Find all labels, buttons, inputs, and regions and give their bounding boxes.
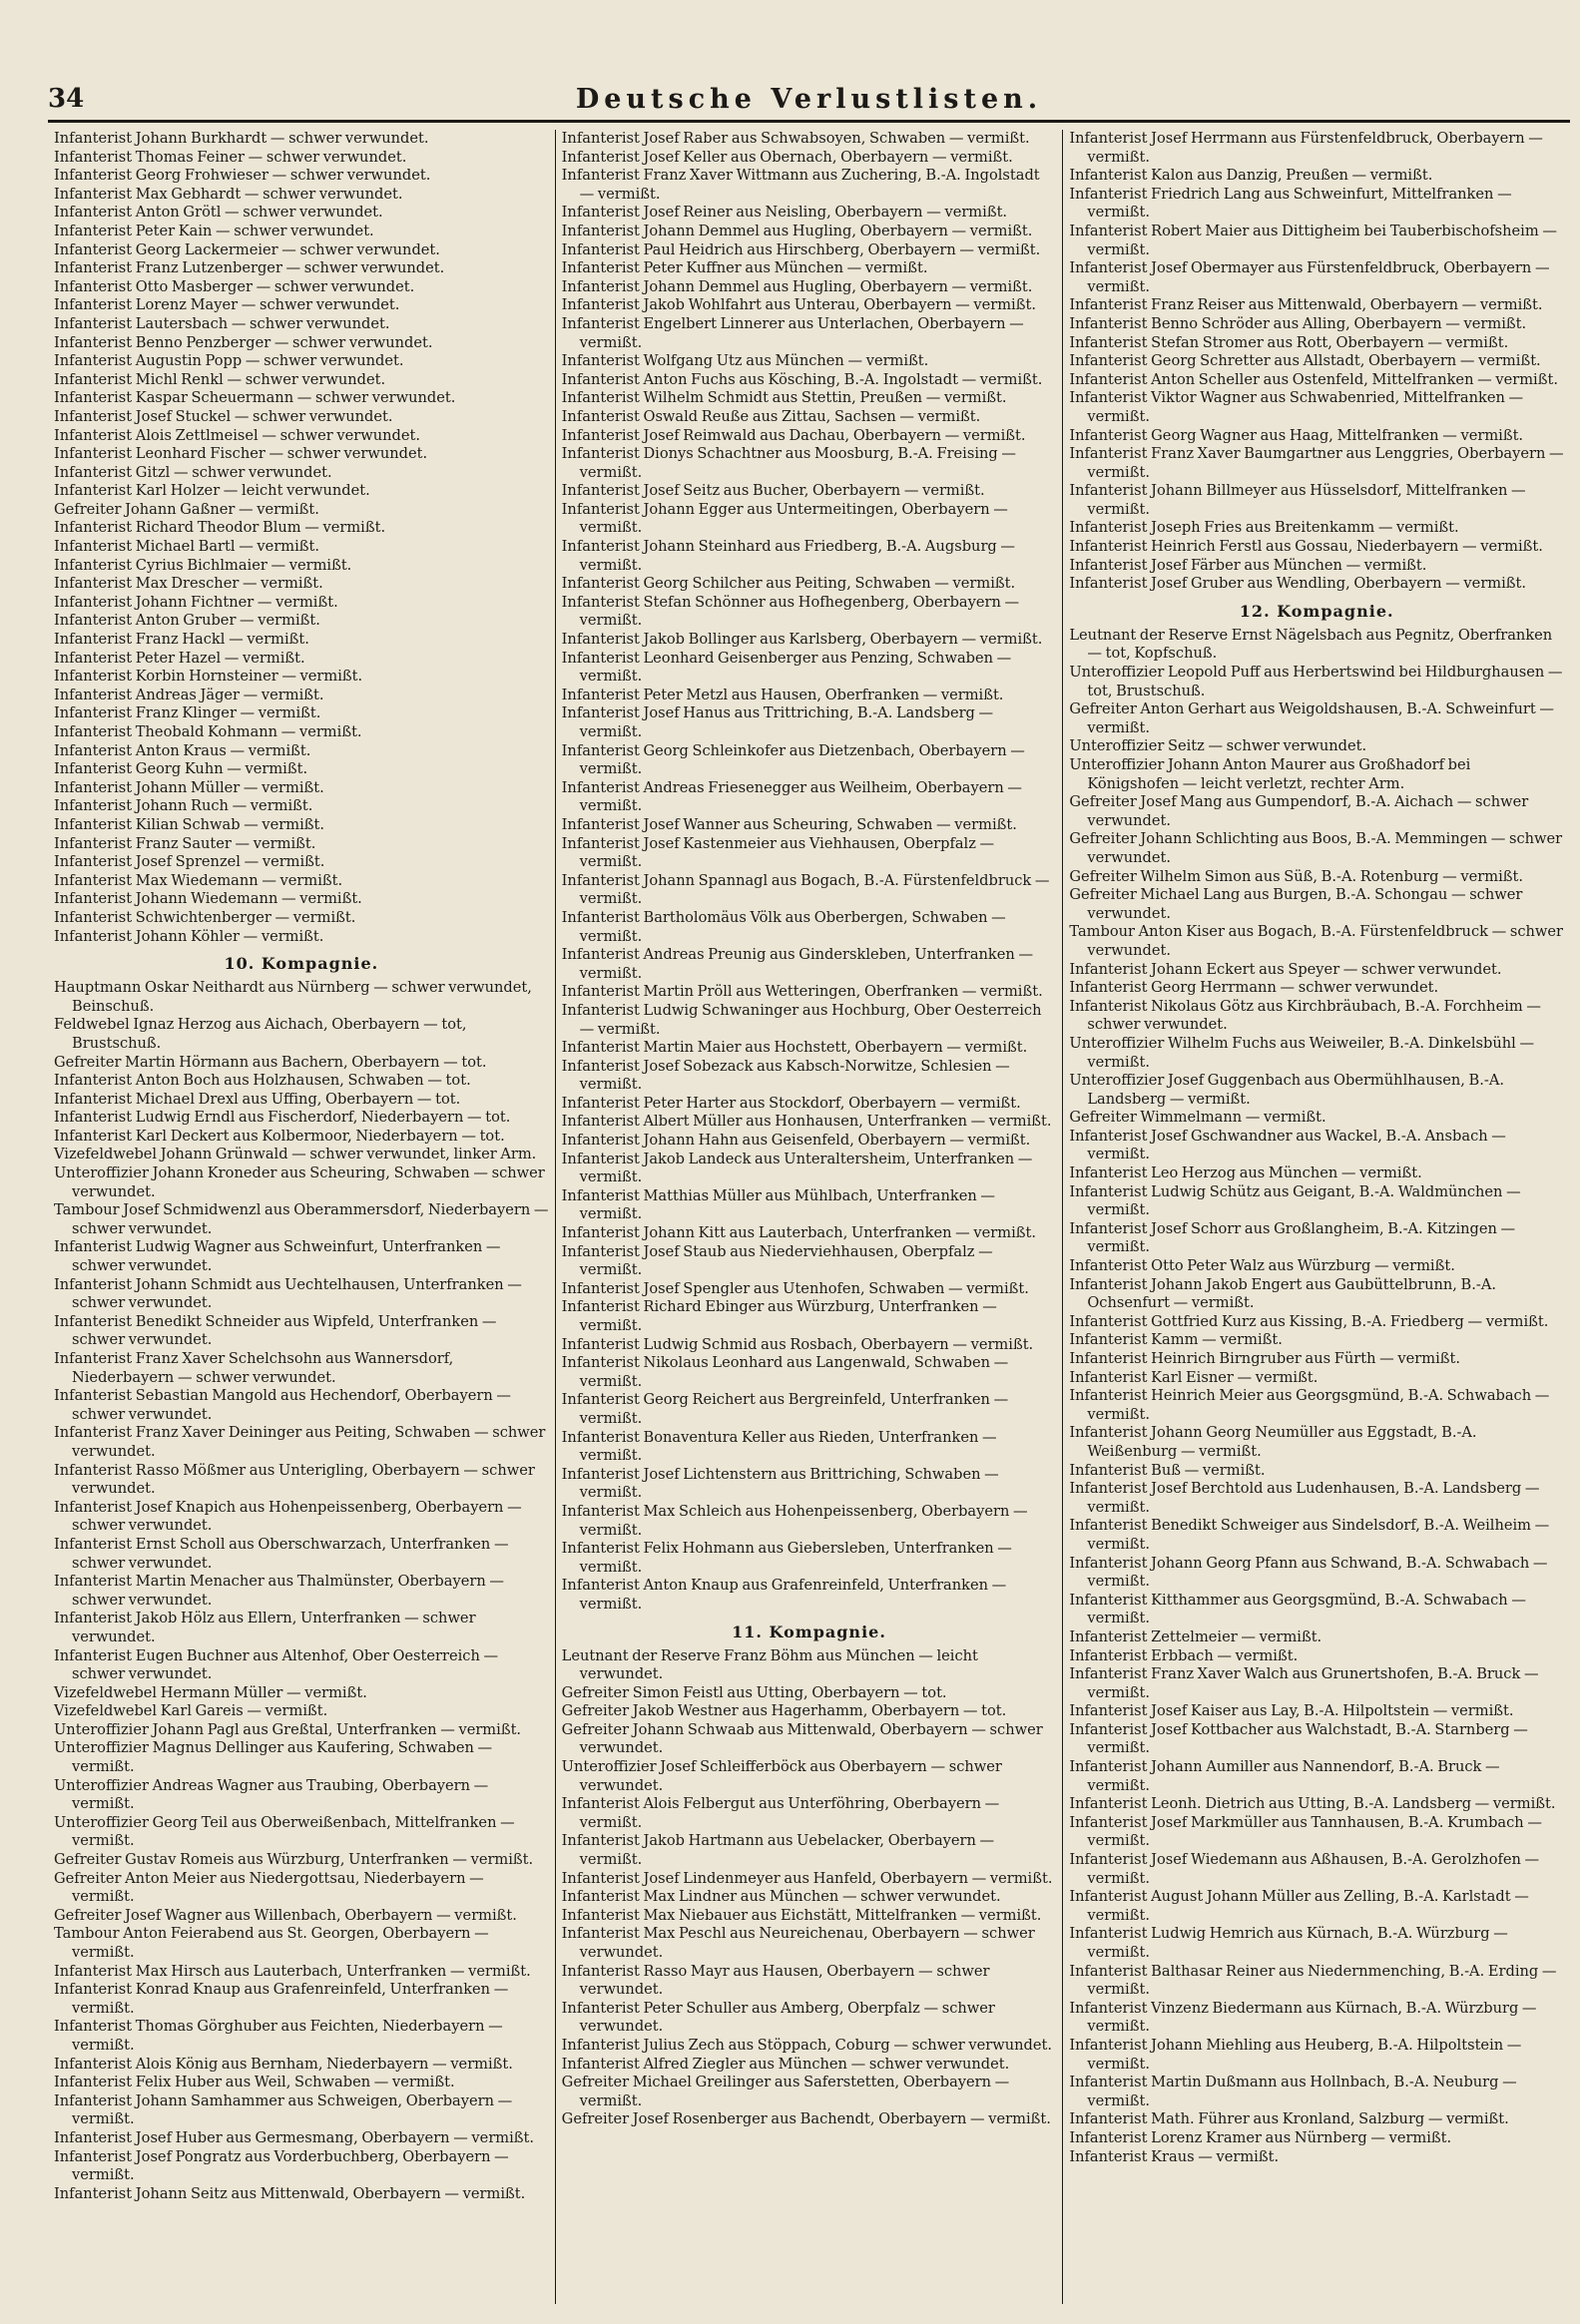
casualty-entry: Infanterist Joseph Fries aus Breitenkamm — vermißt. <box>1069 519 1459 537</box>
casualty-entry: Infanterist Bartholomäus Völk aus Oberbergen, Schwaben — vermißt. <box>561 908 1006 945</box>
casualty-entry: Infanterist Karl Eisner — vermißt. <box>1069 1368 1318 1386</box>
header-rule <box>48 120 1570 123</box>
casualty-entry: Infanterist Josef Sobezack aus Kabsch-Norwitze, Schlesien — vermißt. <box>561 1057 1010 1094</box>
casualty-entry: Infanterist Georg Lackermeier — schwer verwundet. <box>54 240 440 258</box>
column-1 <box>48 130 555 2304</box>
casualty-entry: Gefreiter Johann Schwaab aus Mittenwald, Oberbayern — schwer verwundet. <box>561 1720 1043 1757</box>
casualty-entry: Infanterist Peter Kain — schwer verwundet. <box>54 222 374 239</box>
casualty-entry: Infanterist Heinrich Meier aus Georgsgmünd, B.-A. Schwabach — vermißt. <box>1069 1387 1550 1423</box>
casualty-entry: Infanterist Heinrich Birngruber aus Fürth — vermißt. <box>1069 1350 1460 1367</box>
casualty-entry: Infanterist Johann Billmeyer aus Hüsselsdorf, Mittelfranken — vermißt. <box>1069 482 1526 518</box>
casualty-entry: Infanterist Anton Boch aus Holzhausen, Schwaben — tot. <box>54 1072 471 1090</box>
section-heading: 11. Kompagnie. <box>732 1622 886 1641</box>
casualty-entry: Infanterist Cyrius Bichlmaier — vermißt. <box>54 556 352 574</box>
casualty-entry: Infanterist Max Niebauer aus Eichstätt, Mittelfranken — vermißt. <box>561 1906 1042 1924</box>
casualty-entry: Infanterist Josef Knapich aus Hohenpeissenberg, Oberbayern — schwer verwundet. <box>54 1498 522 1535</box>
casualty-entry: Gefreiter Johann Gaßner — vermißt. <box>54 500 319 518</box>
casualty-entry: Infanterist Josef Seitz aus Bucher, Oberbayern — vermißt. <box>561 482 985 500</box>
page-title: Deutsche Verlustlisten. <box>575 84 1043 115</box>
casualty-entry: Infanterist Anton Grötl — schwer verwundet. <box>54 204 383 222</box>
casualty-entry: Infanterist Georg Frohwieser — schwer verwundet. <box>54 167 431 185</box>
casualty-entry: Infanterist Otto Peter Walz aus Würzburg — vermißt. <box>1069 1257 1455 1275</box>
casualty-entry: Infanterist Josef Raber aus Schwabsoyen, Schwaben — vermißt. <box>561 130 1030 147</box>
casualty-entry: Infanterist Max Schleich aus Hohenpeissenberg, Oberbayern — vermißt. <box>561 1502 1028 1539</box>
casualty-entry: Infanterist Ernst Scholl aus Oberschwarzach, Unterfranken — schwer verwundet. <box>54 1535 509 1572</box>
casualty-entry: Infanterist Anton Fuchs aus Kösching, B.-A. Ingolstadt — vermißt. <box>561 370 1043 388</box>
casualty-entry: Infanterist Johann Kitt aus Lauterbach, Unterfranken — vermißt. <box>561 1224 1036 1242</box>
casualty-entry: Infanterist Josef Reiner aus Neisling, Oberbayern — vermißt. <box>561 204 1008 222</box>
casualty-entry: Infanterist Josef Reimwald aus Dachau, Oberbayern — vermißt. <box>561 426 1026 444</box>
casualty-entry: Infanterist Johann Samhammer aus Schweigen, Oberbayern — vermißt. <box>54 2092 513 2128</box>
casualty-entry: Infanterist Josef Wiedemann aus Aßhausen, B.-A. Gerolzhofen — vermißt. <box>1069 1851 1540 1887</box>
casualty-entry: Unteroffizier Johann Kroneder aus Scheuring, Schwaben — schwer verwundet. <box>54 1164 545 1200</box>
casualty-entry: Infanterist Dionys Schachtner aus Moosburg, B.-A. Freising — vermißt. <box>561 445 1016 481</box>
casualty-entry: Infanterist Erbbach — vermißt. <box>1069 1646 1299 1664</box>
casualty-entry: Infanterist Julius Zech aus Stöppach, Coburg — schwer verwundet. <box>561 2036 1053 2054</box>
casualty-entry: Tambour Anton Feierabend aus St. Georgen, Oberbayern — vermißt. <box>54 1925 489 1961</box>
casualty-entry: Infanterist Ludwig Schmid aus Rosbach, Oberbayern — vermißt. <box>561 1335 1034 1353</box>
casualty-entry: Infanterist Franz Lutzenberger — schwer verwundet. <box>54 259 445 277</box>
casualty-entry: Infanterist Gottfried Kurz aus Kissing, B.-A. Friedberg — vermißt. <box>1069 1312 1549 1330</box>
casualty-entry: Unteroffizier Leopold Puff aus Herbertswind bei Hildburghausen — tot, Brustschuß. <box>1069 664 1563 699</box>
casualty-entry: Infanterist Martin Maier aus Hochstett, Oberbayern — vermißt. <box>561 1039 1028 1057</box>
casualty-entry: Infanterist Josef Kaiser aus Lay, B.-A. Hilpoltstein — vermißt. <box>1069 1702 1514 1720</box>
casualty-entry: Infanterist Johann Seitz aus Mittenwald, Oberbayern — vermißt. <box>54 2184 526 2202</box>
casualty-entry: Infanterist Robert Maier aus Dittigheim bei Tauberbischofsheim — vermißt. <box>1069 222 1557 258</box>
casualty-entry: Infanterist Max Lindner aus München — schwer verwundet. <box>561 1888 1001 1906</box>
casualty-entry: Gefreiter Josef Mang aus Gumpendorf, B.-A. Aichach — schwer verwundet. <box>1069 793 1529 829</box>
casualty-entry: Infanterist Johann Georg Pfann aus Schwand, B.-A. Schwabach — vermißt. <box>1069 1554 1548 1591</box>
casualty-entry: Infanterist Ludwig Hemrich aus Kürnach, B.-A. Würzburg — vermißt. <box>1069 1925 1508 1961</box>
page-number: 34 <box>48 84 85 114</box>
casualty-entry: Gefreiter Josef Wagner aus Willenbach, Oberbayern — vermißt. <box>54 1906 517 1924</box>
casualty-entry: Infanterist Max Hirsch aus Lauterbach, Unterfranken — vermißt. <box>54 1962 531 1980</box>
casualty-entry: Infanterist Johann Jakob Engert aus Gaubüttelbrunn, B.-A. Ochsenfurt — vermißt. <box>1069 1275 1497 1312</box>
casualty-entry: Infanterist Peter Hazel — vermißt. <box>54 649 305 667</box>
casualty-entry: Infanterist Benedikt Schweiger aus Sindelsdorf, B.-A. Weilheim — vermißt. <box>1069 1517 1550 1553</box>
casualty-entry: Infanterist Augustin Popp — schwer verwundet. <box>54 352 404 370</box>
casualty-entry: Infanterist Zettelmeier — vermißt. <box>1069 1627 1322 1645</box>
casualty-entry: Infanterist Konrad Knaup aus Grafenreinfeld, Unterfranken — vermißt. <box>54 1981 509 2017</box>
casualty-entry: Infanterist Johann Hahn aus Geisenfeld, Oberbayern — vermißt. <box>561 1132 1031 1150</box>
casualty-entry: Infanterist Felix Huber aus Weil, Schwaben — vermißt. <box>54 2074 455 2092</box>
casualty-entry: Infanterist Benedikt Schneider aus Wipfeld, Unterfranken — schwer verwundet. <box>54 1312 497 1349</box>
casualty-entry: Infanterist Vinzenz Biedermann aus Kürnach, B.-A. Würzburg — vermißt. <box>1069 1999 1537 2036</box>
casualty-entry: Infanterist Kaspar Scheuermann — schwer verwundet. <box>54 389 456 407</box>
casualty-entry: Infanterist Johann Spannagl aus Bogach, B.-A. Fürstenfeldbruck — vermißt. <box>561 871 1050 908</box>
casualty-entry: Infanterist Wolfgang Utz aus München — vermißt. <box>561 352 929 370</box>
casualty-entry: Infanterist Johann Aumiller aus Nannendorf, B.-A. Bruck — vermißt. <box>1069 1758 1500 1794</box>
casualty-entry: Unteroffizier Georg Teil aus Oberweißenbach, Mittelfranken — vermißt. <box>54 1813 515 1850</box>
page-header <box>48 84 1570 114</box>
casualty-entry: Unteroffizier Josef Guggenbach aus Obermühlhausen, B.-A. Landsberg — vermißt. <box>1069 1072 1505 1108</box>
casualty-entry: Leutnant der Reserve Ernst Nägelsbach aus Pegnitz, Oberfranken — tot, Kopfschuß. <box>1069 626 1553 663</box>
casualty-entry: Infanterist Max Peschl aus Neureichenau, Oberbayern — schwer verwundet. <box>561 1925 1035 1961</box>
column-2 <box>555 130 1063 2304</box>
casualty-entry: Tambour Josef Schmidwenzl aus Oberammersdorf, Niederbayern — schwer verwundet. <box>54 1201 549 1237</box>
casualty-entry: Infanterist Kitthammer aus Georgsgmünd, B.-A. Schwabach — vermißt. <box>1069 1591 1526 1627</box>
casualty-entry: Infanterist Josef Keller aus Obernach, Oberbayern — vermißt. <box>561 148 1013 166</box>
casualty-entry: Infanterist Josef Wanner aus Scheuring, Schwaben — vermißt. <box>561 815 1017 833</box>
casualty-entry: Infanterist Peter Schuller aus Amberg, Oberpfalz — schwer verwundet. <box>561 1999 995 2036</box>
casualty-entry: Infanterist Thomas Görghuber aus Feichten, Niederbayern — vermißt. <box>54 2018 503 2054</box>
casualty-entry: Infanterist Thomas Feiner — schwer verwundet. <box>54 148 407 166</box>
casualty-entry: Infanterist Josef Sprenzel — vermißt. <box>54 853 325 871</box>
casualty-entry: Infanterist Ludwig Wagner aus Schweinfurt, Unterfranken — schwer verwundet. <box>54 1238 501 1275</box>
casualty-entry: Infanterist Franz Reiser aus Mittenwald, Oberbayern — vermißt. <box>1069 296 1543 314</box>
casualty-entry: Infanterist Josef Obermayer aus Fürstenfeldbruck, Oberbayern — vermißt. <box>1069 259 1550 295</box>
casualty-entry: Infanterist Ludwig Schwaninger aus Hochburg, Ober Oesterreich — vermißt. <box>561 1001 1042 1038</box>
casualty-entry: Infanterist Viktor Wagner aus Schwabenried, Mittelfranken — vermißt. <box>1069 389 1524 425</box>
casualty-entry: Infanterist Josef Pongratz aus Vorderbuchberg, Oberbayern — vermißt. <box>54 2147 509 2184</box>
casualty-entry: Infanterist Georg Kuhn — vermißt. <box>54 760 308 778</box>
casualty-entry: Unteroffizier Josef Schleifferböck aus Oberbayern — schwer verwundet. <box>561 1758 1002 1794</box>
casualty-entry: Infanterist Georg Wagner aus Haag, Mittelfranken — vermißt. <box>1069 426 1524 444</box>
casualty-entry: Infanterist Nikolaus Leonhard aus Langenwald, Schwaben — vermißt. <box>561 1354 1009 1390</box>
casualty-entry: Tambour Anton Kiser aus Bogach, B.-A. Fürstenfeldbruck — schwer verwundet. <box>1069 923 1564 959</box>
casualty-entry: Infanterist Jakob Wohlfahrt aus Unterau, Oberbayern — vermißt. <box>561 296 1036 314</box>
section-heading: 10. Kompagnie. <box>224 954 379 974</box>
casualty-entry: Gefreiter Johann Schlichting aus Boos, B.-A. Memmingen — schwer verwundet. <box>1069 830 1563 866</box>
casualty-entry: Infanterist Jakob Hölz aus Ellern, Unterfranken — schwer verwundet. <box>54 1610 476 1645</box>
casualty-entry: Infanterist Michael Bartl — vermißt. <box>54 538 320 556</box>
casualty-entry: Infanterist Martin Dußmann aus Hollnbach, B.-A. Neuburg — vermißt. <box>1069 2074 1517 2109</box>
casualty-entry: Infanterist Anton Scheller aus Ostenfeld, Mittelfranken — vermißt. <box>1069 370 1558 388</box>
casualty-entry: Infanterist Franz Xaver Deininger aus Peiting, Schwaben — schwer verwundet. <box>54 1424 546 1460</box>
casualty-entry: Infanterist Josef Markmüller aus Tannhausen, B.-A. Krumbach — vermißt. <box>1069 1813 1542 1850</box>
casualty-entry: Infanterist Alois König aus Bernham, Niederbayern — vermißt. <box>54 2055 513 2073</box>
casualty-entry: Infanterist Johann Miehling aus Heuberg, B.-A. Hilpoltstein — vermißt. <box>1069 2036 1522 2073</box>
casualty-entry: Infanterist Johann Schmidt aus Uechtelhausen, Unterfranken — schwer verwundet. <box>54 1275 522 1312</box>
casualty-entry: Vizefeldwebel Karl Gareis — vermißt. <box>54 1702 328 1720</box>
casualty-entry: Infanterist Stefan Schönner aus Hofhegenberg, Oberbayern — vermißt. <box>561 593 1020 630</box>
columns <box>48 130 1570 2304</box>
casualty-entry: Infanterist Max Gebhardt — schwer verwundet. <box>54 185 403 203</box>
casualty-entry: Infanterist Josef Staub aus Niederviehhausen, Oberpfalz — vermißt. <box>561 1242 993 1279</box>
casualty-entry: Infanterist Josef Herrmann aus Fürstenfeldbruck, Oberbayern — vermißt. <box>1069 130 1543 166</box>
casualty-entry: Unteroffizier Johann Anton Maurer aus Großhadorf bei Königshofen — leicht verletzt, rechter Arm. <box>1069 756 1471 792</box>
casualty-entry: Infanterist Josef Berchtold aus Ludenhausen, B.-A. Landsberg — vermißt. <box>1069 1480 1540 1516</box>
casualty-entry: Infanterist Johann Köhler — vermißt. <box>54 927 324 945</box>
casualty-entry: Infanterist Johann Ruch — vermißt. <box>54 797 313 815</box>
casualty-entry: Infanterist Kilian Schwab — vermißt. <box>54 815 325 833</box>
casualty-entry: Infanterist Johann Georg Neumüller aus Eggstadt, B.-A. Weißenburg — vermißt. <box>1069 1424 1477 1460</box>
casualty-entry: Infanterist Schwichtenberger — vermißt. <box>54 908 356 926</box>
casualty-entry: Infanterist Franz Xaver Baumgartner aus Lenggries, Oberbayern — vermißt. <box>1069 445 1564 481</box>
casualty-entry: Infanterist Johann Müller — vermißt. <box>54 778 324 796</box>
casualty-entry: Infanterist Otto Masberger — schwer verwundet. <box>54 277 415 295</box>
casualty-entry: Infanterist Benno Schröder aus Alling, Oberbayern — vermißt. <box>1069 314 1527 332</box>
casualty-entry: Unteroffizier Johann Pagl aus Greßtal, Unterfranken — vermißt. <box>54 1720 522 1738</box>
casualty-entry: Infanterist Josef Kottbacher aus Walchstadt, B.-A. Starnberg — vermißt. <box>1069 1720 1528 1757</box>
section-heading: 12. Kompagnie. <box>1239 601 1394 621</box>
casualty-entry: Unteroffizier Andreas Wagner aus Traubing, Oberbayern — vermißt. <box>54 1776 489 1813</box>
casualty-entry: Infanterist Paul Heidrich aus Hirschberg, Oberbayern — vermißt. <box>561 240 1041 258</box>
casualty-entry: Infanterist Stefan Stromer aus Rott, Oberbayern — vermißt. <box>1069 333 1509 351</box>
casualty-entry: Infanterist Anton Kraus — vermißt. <box>54 741 311 759</box>
casualty-entry: Infanterist Alois Zettlmeisel — schwer verwundet. <box>54 426 421 444</box>
casualty-entry: Infanterist Heinrich Ferstl aus Gossau, Niederbayern — vermißt. <box>1069 538 1543 556</box>
casualty-entry: Infanterist Anton Knaup aus Grafenreinfeld, Unterfranken — vermißt. <box>561 1577 1007 1613</box>
casualty-entry: Infanterist Josef Lichtenstern aus Brittriching, Schwaben — vermißt. <box>561 1465 999 1502</box>
casualty-entry: Infanterist Johann Eckert aus Speyer — schwer verwundet. <box>1069 960 1502 978</box>
casualty-entry: Infanterist Johann Burkhardt — schwer verwundet. <box>54 130 429 147</box>
casualty-entry: Infanterist Peter Metzl aus Hausen, Oberfranken — vermißt. <box>561 686 1004 703</box>
casualty-entry: Infanterist Theobald Kohmann — vermißt. <box>54 723 362 740</box>
casualty-entry: Gefreiter Martin Hörmann aus Bachern, Oberbayern — tot. <box>54 1053 487 1071</box>
casualty-entry: Infanterist Kraus — vermißt. <box>1069 2147 1280 2165</box>
casualty-entry: Infanterist Josef Stuckel — schwer verwundet. <box>54 407 393 425</box>
casualty-entry: Infanterist Richard Ebinger aus Würzburg, Unterfranken — vermißt. <box>561 1298 997 1334</box>
casualty-entry: Infanterist Johann Demmel aus Hugling, Oberbayern — vermißt. <box>561 277 1033 295</box>
casualty-entry: Infanterist Jakob Hartmann aus Uebelacker, Oberbayern — vermißt. <box>561 1832 995 1869</box>
casualty-entry: Infanterist Leo Herzog aus München — vermißt. <box>1069 1164 1422 1182</box>
column-3 <box>1062 130 1570 2304</box>
casualty-entry: Unteroffizier Seitz — schwer verwundet. <box>1069 737 1367 755</box>
casualty-entry: Infanterist Josef Hanus aus Trittriching, B.-A. Landsberg — vermißt. <box>561 704 994 740</box>
casualty-entry: Infanterist Korbin Hornsteiner — vermißt. <box>54 668 363 686</box>
casualty-entry: Infanterist Lautersbach — schwer verwundet. <box>54 314 390 332</box>
casualty-entry: Infanterist Ludwig Schütz aus Geigant, B.-A. Waldmünchen — vermißt. <box>1069 1182 1521 1219</box>
casualty-entry: Gefreiter Gustav Romeis aus Würzburg, Unterfranken — vermißt. <box>54 1851 534 1869</box>
casualty-entry: Infanterist Georg Schilcher aus Peiting, Schwaben — vermißt. <box>561 575 1016 593</box>
casualty-entry: Infanterist Benno Penzberger — schwer verwundet. <box>54 333 433 351</box>
casualty-entry: Gefreiter Anton Gerhart aus Weigoldshausen, B.-A. Schweinfurt — vermißt. <box>1069 700 1554 736</box>
casualty-entry: Infanterist Lorenz Kramer aus Nürnberg — vermißt. <box>1069 2128 1452 2146</box>
casualty-entry: Infanterist Franz Xaver Wittmann aus Zuchering, B.-A. Ingolstadt — vermißt. <box>561 167 1040 203</box>
casualty-entry: Infanterist Josef Lindenmeyer aus Hanfeld, Oberbayern — vermißt. <box>561 1869 1053 1887</box>
casualty-entry: Vizefeldwebel Johann Grünwald — schwer verwundet, linker Arm. <box>54 1146 537 1163</box>
casualty-entry: Infanterist Andreas Jäger — vermißt. <box>54 686 324 703</box>
casualty-entry: Infanterist Franz Xaver Walch aus Grunertshofen, B.-A. Bruck — vermißt. <box>1069 1665 1539 1701</box>
casualty-entry: Infanterist Max Wiedemann — vermißt. <box>54 871 343 889</box>
casualty-entry: Infanterist Georg Schretter aus Allstadt, Oberbayern — vermißt. <box>1069 352 1541 370</box>
casualty-entry: Infanterist Josef Gschwandner aus Wackel, B.-A. Ansbach — vermißt. <box>1069 1127 1506 1163</box>
casualty-entry: Infanterist Peter Kuffner aus München — vermißt. <box>561 259 928 277</box>
casualty-entry: Infanterist Johann Fichtner — vermißt. <box>54 593 338 611</box>
casualty-entry: Infanterist Engelbert Linnerer aus Unterlachen, Oberbayern — vermißt. <box>561 314 1024 351</box>
casualty-entry: Infanterist Balthasar Reiner aus Niedernmenching, B.-A. Erding — vermißt. <box>1069 1962 1557 1999</box>
casualty-entry: Infanterist Kamm — vermißt. <box>1069 1331 1283 1349</box>
casualty-entry: Infanterist Josef Kastenmeier aus Viehhausen, Oberpfalz — vermißt. <box>561 834 995 871</box>
casualty-entry: Infanterist Matthias Müller aus Mühlbach, Unterfranken — vermißt. <box>561 1186 995 1223</box>
casualty-entry: Infanterist Math. Führer aus Kronland, Salzburg — vermißt. <box>1069 2110 1509 2128</box>
casualty-entry: Infanterist Kalon aus Danzig, Preußen — vermißt. <box>1069 167 1433 185</box>
casualty-entry: Infanterist Josef Gruber aus Wendling, Oberbayern — vermißt. <box>1069 575 1527 593</box>
casualty-entry: Infanterist Nikolaus Götz aus Kirchbräubach, B.-A. Forchheim — schwer verwundet. <box>1069 997 1541 1034</box>
casualty-entry: Infanterist Johann Steinhard aus Friedberg, B.-A. Augsburg — vermißt. <box>561 538 1015 574</box>
casualty-entry: Infanterist Max Drescher — vermißt. <box>54 575 323 593</box>
casualty-entry: Gefreiter Anton Meier aus Niedergottsau, Niederbayern — vermißt. <box>54 1869 484 1906</box>
casualty-entry: Unteroffizier Magnus Dellinger aus Kaufering, Schwaben — vermißt. <box>54 1739 493 1776</box>
casualty-entry: Infanterist Johann Egger aus Untermeitingen, Oberbayern — vermißt. <box>561 500 1008 537</box>
casualty-entry: Infanterist Michl Renkl — schwer verwundet. <box>54 370 386 388</box>
casualty-entry: Infanterist Jakob Landeck aus Unteraltersheim, Unterfranken — vermißt. <box>561 1150 1033 1186</box>
casualty-entry: Infanterist Alfred Ziegler aus München — schwer verwundet. <box>561 2055 1010 2073</box>
casualty-entry: Infanterist Franz Xaver Schelchsohn aus Wannersdorf, Niederbayern — schwer verwundet. <box>54 1350 454 1386</box>
casualty-entry: Infanterist Karl Deckert aus Kolbermoor, Niederbayern — tot. <box>54 1127 505 1145</box>
casualty-entry: Infanterist Eugen Buchner aus Altenhof, Ober Oesterreich — schwer verwundet. <box>54 1646 499 1683</box>
casualty-entry: Infanterist Leonhard Geisenberger aus Penzing, Schwaben — vermißt. <box>561 649 1012 686</box>
casualty-entry: Infanterist Felix Hohmann aus Giebersleben, Unterfranken — vermißt. <box>561 1540 1012 1576</box>
casualty-entry: Infanterist Rasso Mayr aus Hausen, Oberbayern — schwer verwundet. <box>561 1962 990 1999</box>
casualty-entry: Infanterist Andreas Preunig aus Ginderskleben, Unterfranken — vermißt. <box>561 946 1034 982</box>
casualty-entry: Infanterist Leonhard Fischer — schwer verwundet. <box>54 445 428 463</box>
casualty-entry: Infanterist Andreas Friesenegger aus Weilheim, Oberbayern — vermißt. <box>561 778 1022 815</box>
casualty-entry: Gefreiter Wimmelmann — vermißt. <box>1069 1109 1326 1127</box>
casualty-entry: Gefreiter Michael Lang aus Burgen, B.-A. Schongau — schwer verwundet. <box>1069 886 1523 922</box>
casualty-entry: Infanterist Gitzl — schwer verwundet. <box>54 463 332 481</box>
casualty-entry: Infanterist Franz Sauter — vermißt. <box>54 834 316 852</box>
casualty-entry: Infanterist Alois Felbergut aus Unterföhring, Oberbayern — vermißt. <box>561 1795 1000 1831</box>
casualty-entry: Infanterist Albert Müller aus Honhausen, Unterfranken — vermißt. <box>561 1113 1052 1131</box>
casualty-entry: Gefreiter Simon Feistl aus Utting, Oberbayern — tot. <box>561 1683 947 1701</box>
casualty-entry: Hauptmann Oskar Neithardt aus Nürnberg — schwer verwundet, Beinschuß. <box>54 979 532 1015</box>
casualty-entry: Infanterist Georg Schleinkofer aus Dietzenbach, Oberbayern — vermißt. <box>561 741 1025 778</box>
casualty-entry: Infanterist Anton Gruber — vermißt. <box>54 612 320 630</box>
casualty-entry: Infanterist Josef Huber aus Germesmang, Oberbayern — vermißt. <box>54 2128 535 2146</box>
casualty-entry: Infanterist Georg Herrmann — schwer verwundet. <box>1069 979 1439 997</box>
casualty-entry: Infanterist Johann Wiedemann — vermißt. <box>54 890 362 908</box>
casualty-entry: Infanterist Lorenz Mayer — schwer verwundet. <box>54 296 400 314</box>
casualty-entry: Infanterist Richard Theodor Blum — vermißt. <box>54 519 386 537</box>
casualty-entry: Infanterist Leonh. Dietrich aus Utting, B.-A. Landsberg — vermißt. <box>1069 1795 1556 1813</box>
casualty-entry: Infanterist Karl Holzer — leicht verwundet. <box>54 482 370 500</box>
casualty-entry: Gefreiter Michael Greilinger aus Saferstetten, Oberbayern — vermißt. <box>561 2074 1010 2109</box>
casualty-entry: Infanterist Oswald Reuße aus Zittau, Sachsen — vermißt. <box>561 407 981 425</box>
casualty-entry: Vizefeldwebel Hermann Müller — vermißt. <box>54 1683 367 1701</box>
casualty-entry: Infanterist Josef Färber aus München — vermißt. <box>1069 556 1427 574</box>
casualty-entry: Infanterist Franz Hackl — vermißt. <box>54 631 309 649</box>
casualty-entry: Infanterist Josef Schorr aus Großlangheim, B.-A. Kitzingen — vermißt. <box>1069 1219 1516 1256</box>
casualty-entry: Infanterist Martin Menacher aus Thalmünster, Oberbayern — schwer verwundet. <box>54 1573 504 1609</box>
casualty-entry: Feldwebel Ignaz Herzog aus Aichach, Oberbayern — tot, Brustschuß. <box>54 1016 467 1052</box>
casualty-entry: Infanterist Georg Reichert aus Bergreinfeld, Unterfranken — vermißt. <box>561 1391 1009 1427</box>
casualty-entry: Infanterist Franz Klinger — vermißt. <box>54 704 321 722</box>
casualty-entry: Infanterist Rasso Mößmer aus Unterigling, Oberbayern — schwer verwundet. <box>54 1461 535 1498</box>
casualty-entry: Infanterist Sebastian Mangold aus Hechendorf, Oberbayern — schwer verwundet. <box>54 1387 511 1423</box>
casualty-entry: Infanterist Michael Drexl aus Uffing, Oberbayern — tot. <box>54 1090 461 1108</box>
casualty-entry: Infanterist Peter Harter aus Stockdorf, Oberbayern — vermißt. <box>561 1094 1021 1112</box>
casualty-entry: Infanterist Josef Spengler aus Utenhofen, Schwaben — vermißt. <box>561 1279 1029 1297</box>
casualty-entry: Leutnant der Reserve Franz Böhm aus München — leicht verwundet. <box>561 1646 978 1683</box>
casualty-entry: Infanterist Jakob Bollinger aus Karlsberg, Oberbayern — vermißt. <box>561 631 1043 649</box>
casualty-entry: Infanterist Friedrich Lang aus Schweinfurt, Mittelfranken — vermißt. <box>1069 185 1512 222</box>
casualty-entry: Infanterist Johann Demmel aus Hugling, Oberbayern — vermißt. <box>561 222 1033 239</box>
casualty-entry: Gefreiter Josef Rosenberger aus Bachendt, Oberbayern — vermißt. <box>561 2110 1051 2128</box>
casualty-entry: Infanterist Bonaventura Keller aus Rieden, Unterfranken — vermißt. <box>561 1428 997 1465</box>
casualty-entry: Infanterist Ludwig Erndl aus Fischerdorf, Niederbayern — tot. <box>54 1109 511 1127</box>
casualty-entry: Infanterist August Johann Müller aus Zelling, B.-A. Karlstadt — vermißt. <box>1069 1888 1529 1924</box>
casualty-entry: Infanterist Martin Pröll aus Wetteringen, Oberfranken — vermißt. <box>561 983 1043 1001</box>
casualty-entry: Infanterist Wilhelm Schmidt aus Stettin, Preußen — vermißt. <box>561 389 1007 407</box>
casualty-entry: Gefreiter Jakob Westner aus Hagerhamm, Oberbayern — tot. <box>561 1702 1007 1720</box>
casualty-entry: Gefreiter Wilhelm Simon aus Süß, B.-A. Rotenburg — vermißt. <box>1069 867 1524 885</box>
casualty-entry: Unteroffizier Wilhelm Fuchs aus Weiweiler, B.-A. Dinkelsbühl — vermißt. <box>1069 1034 1535 1071</box>
casualty-entry: Infanterist Buß — vermißt. <box>1069 1461 1266 1479</box>
